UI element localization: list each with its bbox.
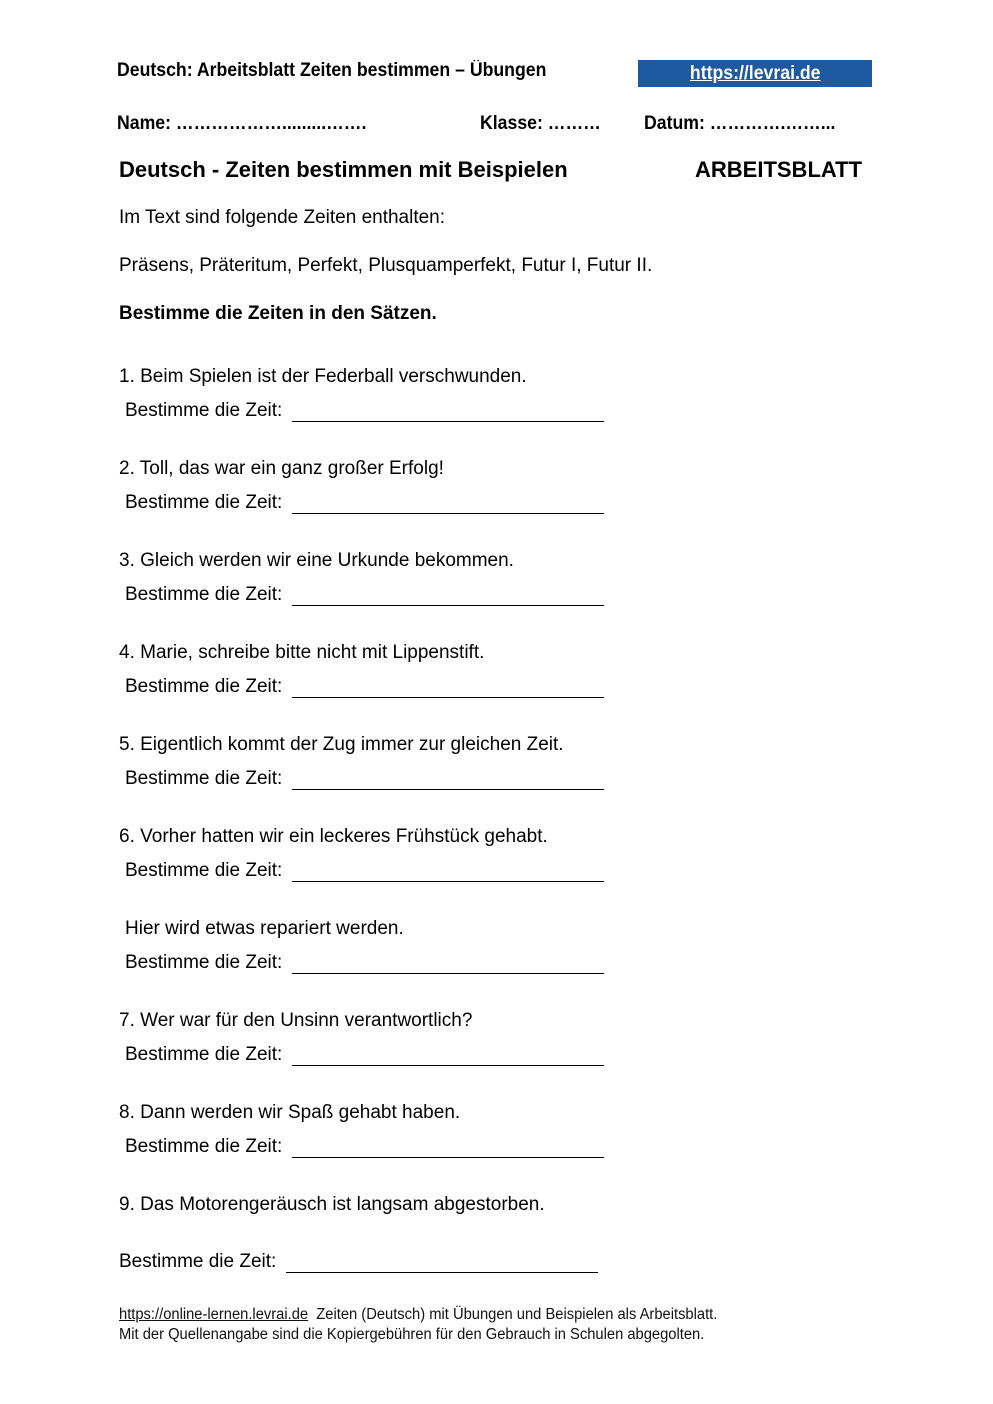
answer-label: Bestimme die Zeit: bbox=[125, 952, 283, 973]
answer-label: Bestimme die Zeit: bbox=[119, 1251, 277, 1272]
answer-row bbox=[125, 768, 604, 790]
answer-row bbox=[125, 860, 604, 882]
answer-label: Bestimme die Zeit: bbox=[125, 676, 283, 697]
answer-blank-line[interactable] bbox=[292, 495, 604, 514]
worksheet-badge: ARBEITSBLATT bbox=[695, 157, 863, 182]
datum-field: Datum: ………….……... bbox=[644, 113, 836, 134]
answer-row bbox=[125, 1136, 604, 1158]
answer-row bbox=[125, 952, 604, 974]
answer-blank-line[interactable] bbox=[292, 587, 604, 606]
exercise-sentence: 8. Dann werden wir Spaß gehabt haben. bbox=[119, 1102, 461, 1123]
exercise-sentence: 9. Das Motorengeräusch ist langsam abgestorben. bbox=[119, 1194, 545, 1215]
footer-description: Zeiten (Deutsch) mit Übungen und Beispielen als Arbeitsblatt. bbox=[316, 1306, 718, 1323]
footer-line-2: Mit der Quellenangabe sind die Kopiergebühren für den Gebrauch in Schulen abgegolten. bbox=[119, 1326, 705, 1343]
answer-blank-line[interactable] bbox=[292, 403, 604, 422]
answer-row bbox=[125, 492, 604, 514]
footer-link[interactable]: https://online-lernen.levrai.de bbox=[119, 1306, 309, 1323]
answer-row bbox=[125, 584, 604, 606]
answer-blank-line[interactable] bbox=[292, 771, 604, 790]
name-field: Name: ……………….........……. bbox=[117, 113, 367, 134]
answer-label: Bestimme die Zeit: bbox=[125, 584, 283, 605]
footer-line-1 bbox=[119, 1306, 717, 1324]
answer-blank-line[interactable] bbox=[292, 863, 604, 882]
exercise-sentence: Hier wird etwas repariert werden. bbox=[125, 918, 404, 939]
answer-row bbox=[125, 676, 604, 698]
exercise-sentence: 2. Toll, das war ein ganz großer Erfolg! bbox=[119, 458, 444, 479]
intro-text: Im Text sind folgende Zeiten enthalten: bbox=[119, 207, 446, 228]
exercise-sentence: 1. Beim Spielen ist der Federball verschwunden. bbox=[119, 366, 527, 387]
exercise-sentence: 3. Gleich werden wir eine Urkunde bekommen. bbox=[119, 550, 514, 571]
answer-row bbox=[125, 400, 604, 422]
answer-blank-line[interactable] bbox=[286, 1254, 598, 1273]
answer-label: Bestimme die Zeit: bbox=[125, 1136, 283, 1157]
site-link-box bbox=[638, 60, 872, 87]
exercise-sentence: 7. Wer war für den Unsinn verantwortlich? bbox=[119, 1010, 473, 1031]
task-instruction: Bestimme die Zeiten in den Sätzen. bbox=[119, 303, 437, 324]
klasse-field: Klasse: ……… bbox=[480, 113, 601, 134]
answer-blank-line[interactable] bbox=[292, 1139, 604, 1158]
answer-label: Bestimme die Zeit: bbox=[125, 400, 283, 421]
answer-label: Bestimme die Zeit: bbox=[125, 492, 283, 513]
tenses-list: Präsens, Präteritum, Perfekt, Plusquamperfekt, Futur I, Futur II. bbox=[119, 255, 653, 276]
site-link[interactable]: https://levrai.de bbox=[689, 62, 821, 84]
worksheet-header-title: Deutsch: Arbeitsblatt Zeiten bestimmen – Übungen bbox=[117, 60, 547, 81]
exercise-sentence: 5. Eigentlich kommt der Zug immer zur gleichen Zeit. bbox=[119, 734, 564, 755]
exercise-sentence: 4. Marie, schreibe bitte nicht mit Lippenstift. bbox=[119, 642, 485, 663]
page-title: Deutsch - Zeiten bestimmen mit Beispielen bbox=[119, 157, 568, 182]
answer-label: Bestimme die Zeit: bbox=[125, 1044, 283, 1065]
answer-label: Bestimme die Zeit: bbox=[125, 768, 283, 789]
answer-row bbox=[125, 1044, 604, 1066]
answer-blank-line[interactable] bbox=[292, 1047, 604, 1066]
answer-blank-line[interactable] bbox=[292, 955, 604, 974]
answer-row bbox=[119, 1251, 598, 1273]
answer-blank-line[interactable] bbox=[292, 679, 604, 698]
exercise-sentence: 6. Vorher hatten wir ein leckeres Frühstück gehabt. bbox=[119, 826, 548, 847]
answer-label: Bestimme die Zeit: bbox=[125, 860, 283, 881]
